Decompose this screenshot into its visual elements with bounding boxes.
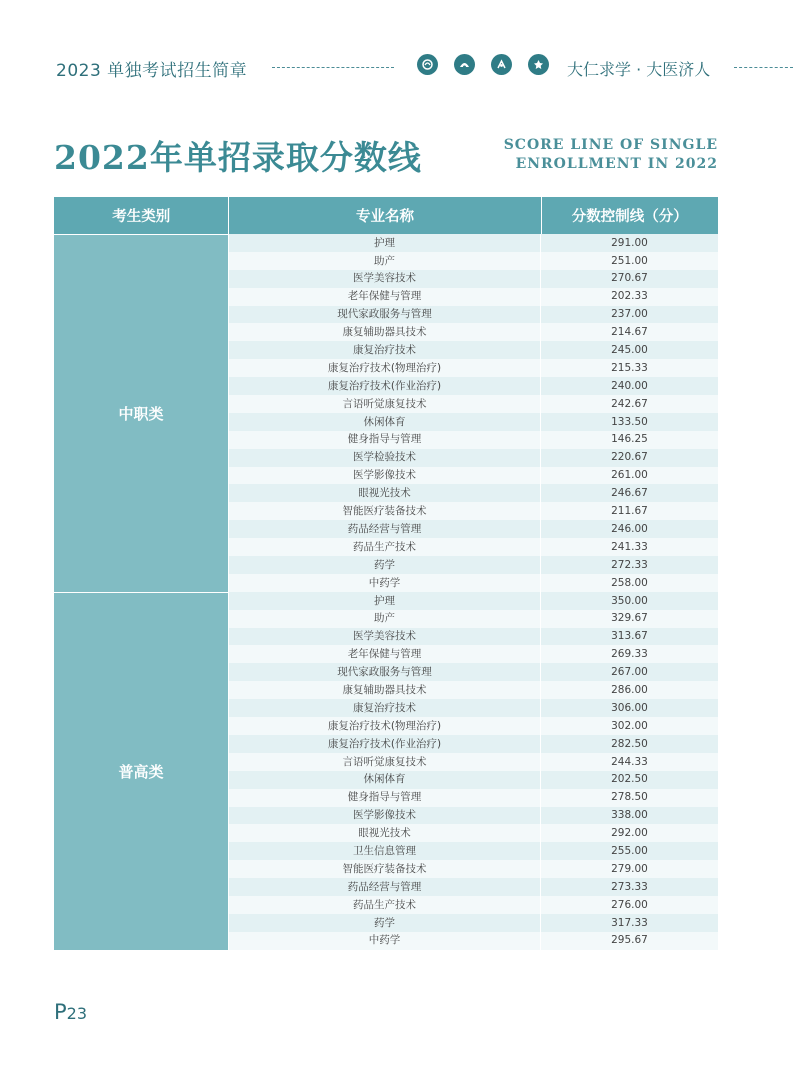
table-row (229, 914, 718, 932)
emblem-icon-4 (528, 54, 549, 75)
score-cell: 202.33 (611, 290, 648, 303)
table-row (229, 574, 718, 592)
major-name-cell: 医学影像技术 (229, 467, 541, 485)
table-row (229, 377, 718, 395)
score-cell: 261.00 (611, 469, 648, 482)
column-header-major: 专业名称 (229, 197, 541, 234)
table-row (229, 878, 718, 896)
score-cell: 133.50 (611, 415, 648, 428)
score-table (54, 197, 718, 950)
score-cell: 306.00 (611, 701, 648, 714)
table-row (229, 860, 718, 878)
major-name-cell: 康复治疗技术(作业治疗) (229, 735, 541, 753)
table-row (229, 288, 718, 306)
page-header (0, 0, 793, 100)
score-cell: 278.50 (611, 791, 648, 804)
table-row (229, 520, 718, 538)
major-name-cell: 药学 (229, 556, 541, 574)
major-name-cell: 康复治疗技术(物理治疗) (229, 359, 541, 377)
major-name-cell: 眼视光技术 (229, 824, 541, 842)
category-rows (229, 592, 718, 950)
major-name-cell: 现代家政服务与管理 (229, 663, 541, 681)
score-cell: 258.00 (611, 576, 648, 589)
major-name-cell: 智能医疗装备技术 (229, 502, 541, 520)
score-cell: 313.67 (611, 630, 648, 643)
table-row (229, 735, 718, 753)
motto: 大仁求学 · 大医济人 (567, 60, 711, 79)
score-cell: 267.00 (611, 666, 648, 679)
table-row (229, 932, 718, 950)
major-name-cell: 康复辅助器具技术 (229, 681, 541, 699)
table-row (229, 538, 718, 556)
score-cell: 215.33 (611, 361, 648, 374)
major-name-cell: 药学 (229, 914, 541, 932)
score-cell: 272.33 (611, 558, 648, 571)
page-number (54, 1000, 87, 1024)
score-cell: 317.33 (611, 916, 648, 929)
category-label: 中职类 (54, 234, 229, 592)
major-name-cell: 卫生信息管理 (229, 842, 541, 860)
section-title-en-line2: ENROLLMENT IN 2022 (515, 156, 718, 172)
score-cell: 295.67 (611, 934, 648, 947)
score-cell: 211.67 (611, 505, 648, 518)
score-cell: 246.00 (611, 522, 648, 535)
table-row (229, 842, 718, 860)
brochure-title: 2023 单独考试招生简章 (56, 61, 248, 81)
score-cell: 245.00 (611, 344, 648, 357)
table-row (229, 771, 718, 789)
score-cell: 329.67 (611, 612, 648, 625)
category-group (54, 234, 718, 592)
major-name-cell: 助产 (229, 610, 541, 628)
table-row (229, 824, 718, 842)
table-row (229, 449, 718, 467)
major-name-cell: 护理 (229, 592, 541, 610)
table-row (229, 359, 718, 377)
table-row (229, 306, 718, 324)
table-row (229, 395, 718, 413)
table-row (229, 502, 718, 520)
table-row (229, 663, 718, 681)
score-cell: 282.50 (611, 737, 648, 750)
major-name-cell: 医学检验技术 (229, 449, 541, 467)
section-title-en (504, 136, 718, 174)
major-name-cell: 药品经营与管理 (229, 520, 541, 538)
section-title-en-line1: SCORE LINE OF SINGLE (503, 137, 718, 153)
table-row (229, 717, 718, 735)
score-cell: 286.00 (611, 683, 648, 696)
table-row (229, 789, 718, 807)
divider-dashed-left (272, 67, 394, 68)
score-cell: 273.33 (611, 880, 648, 893)
score-cell: 276.00 (611, 898, 648, 911)
category-rows (229, 234, 718, 592)
major-name-cell: 休闲体育 (229, 413, 541, 431)
major-name-cell: 医学影像技术 (229, 807, 541, 825)
score-cell: 270.67 (611, 272, 648, 285)
major-name-cell: 老年保健与管理 (229, 645, 541, 663)
major-name-cell: 康复治疗技术 (229, 699, 541, 717)
table-row (229, 252, 718, 270)
score-cell: 246.67 (611, 487, 648, 500)
table-row (229, 699, 718, 717)
table-body (54, 234, 718, 950)
emblem-icon-3 (491, 54, 512, 75)
score-cell: 214.67 (611, 326, 648, 339)
score-cell: 350.00 (611, 594, 648, 607)
table-row (229, 753, 718, 771)
major-name-cell: 药品生产技术 (229, 896, 541, 914)
major-name-cell: 医学美容技术 (229, 270, 541, 288)
score-cell: 240.00 (611, 379, 648, 392)
major-name-cell: 健身指导与管理 (229, 431, 541, 449)
major-name-cell: 休闲体育 (229, 771, 541, 789)
score-cell: 251.00 (611, 254, 648, 267)
score-cell: 269.33 (611, 648, 648, 661)
page-prefix: P (54, 1000, 67, 1024)
major-name-cell: 中药学 (229, 574, 541, 592)
divider-dashed-right (734, 67, 793, 68)
table-row (229, 896, 718, 914)
score-cell: 241.33 (611, 540, 648, 553)
table-row (229, 645, 718, 663)
table-row (229, 592, 718, 610)
score-cell: 279.00 (611, 862, 648, 875)
major-name-cell: 言语听觉康复技术 (229, 753, 541, 771)
page-number-value: 23 (66, 1004, 88, 1023)
score-cell: 242.67 (611, 397, 648, 410)
major-name-cell: 药品经营与管理 (229, 878, 541, 896)
emblem-icon-2 (454, 54, 475, 75)
category-label: 普高类 (54, 592, 229, 950)
score-cell: 338.00 (611, 809, 648, 822)
table-row (229, 556, 718, 574)
table-row (229, 484, 718, 502)
score-cell: 146.25 (611, 433, 648, 446)
table-row (229, 234, 718, 252)
table-row (229, 681, 718, 699)
table-row (229, 270, 718, 288)
major-name-cell: 药品生产技术 (229, 538, 541, 556)
table-row (229, 431, 718, 449)
table-row (229, 628, 718, 646)
major-name-cell: 老年保健与管理 (229, 288, 541, 306)
table-row (229, 341, 718, 359)
major-name-cell: 眼视光技术 (229, 484, 541, 502)
table-row (229, 413, 718, 431)
major-name-cell: 言语听觉康复技术 (229, 395, 541, 413)
category-group (54, 592, 718, 950)
score-cell: 237.00 (611, 308, 648, 321)
section-title: 2022年单招录取分数线 (54, 138, 422, 177)
table-row (229, 610, 718, 628)
major-name-cell: 助产 (229, 252, 541, 270)
score-cell: 255.00 (611, 844, 648, 857)
major-name-cell: 康复辅助器具技术 (229, 323, 541, 341)
column-header-category: 考生类别 (54, 197, 229, 234)
score-cell: 302.00 (611, 719, 648, 732)
score-cell: 220.67 (611, 451, 648, 464)
score-cell: 292.00 (611, 827, 648, 840)
emblem-icon-1 (417, 54, 438, 75)
table-row (229, 323, 718, 341)
column-header-score: 分数控制线（分） (571, 209, 688, 225)
major-name-cell: 健身指导与管理 (229, 789, 541, 807)
major-name-cell: 医学美容技术 (229, 628, 541, 646)
major-name-cell: 康复治疗技术(物理治疗) (229, 717, 541, 735)
table-row (229, 807, 718, 825)
emblem-group (417, 54, 549, 75)
major-name-cell: 护理 (229, 234, 541, 252)
major-name-cell: 康复治疗技术 (229, 341, 541, 359)
score-cell: 202.50 (611, 773, 648, 786)
table-header (54, 197, 718, 234)
major-name-cell: 智能医疗装备技术 (229, 860, 541, 878)
score-cell: 291.00 (611, 236, 648, 249)
major-name-cell: 现代家政服务与管理 (229, 306, 541, 324)
table-row (229, 467, 718, 485)
major-name-cell: 康复治疗技术(作业治疗) (229, 377, 541, 395)
major-name-cell: 中药学 (229, 932, 541, 950)
score-cell: 244.33 (611, 755, 648, 768)
